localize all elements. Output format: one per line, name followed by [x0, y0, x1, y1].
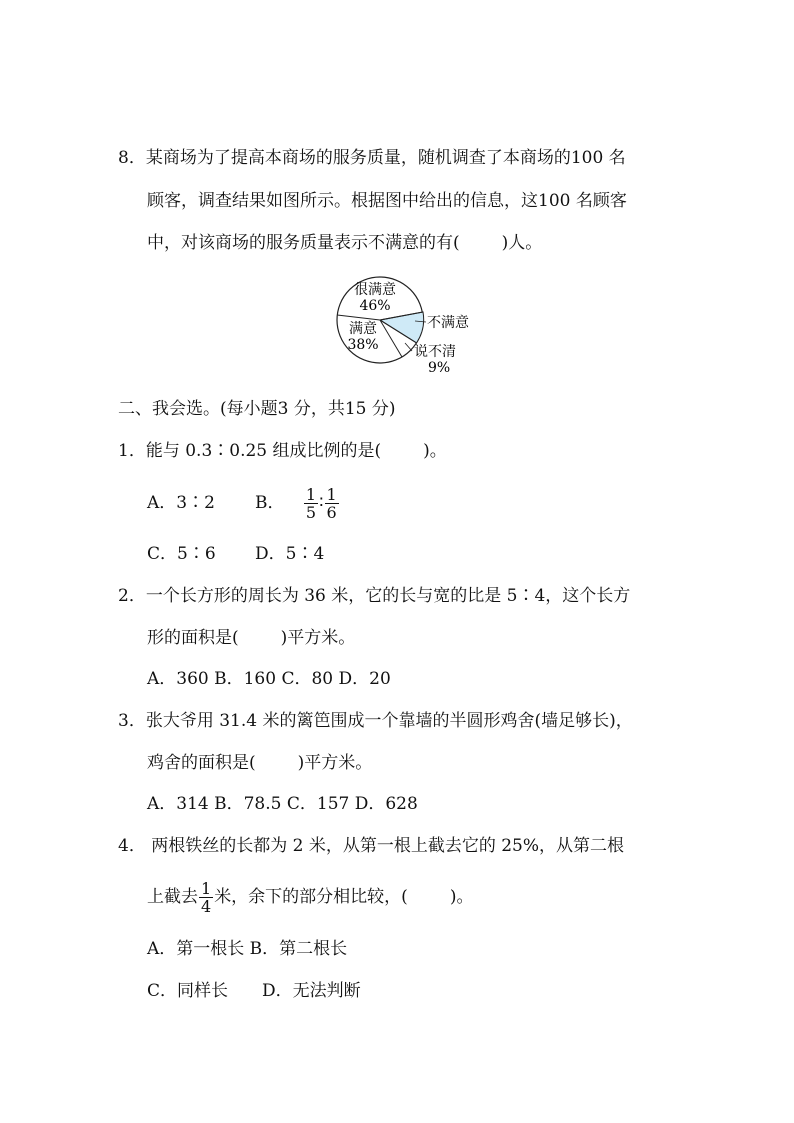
label-unsatisfied: 不满意 — [427, 315, 469, 331]
q4-options-ab[interactable]: A．第一根长 B．第二根长 — [147, 939, 348, 959]
q8-line3-end: )人。 — [501, 233, 543, 253]
q1-option-c[interactable]: C．5∶6 — [147, 544, 216, 564]
pct-unclear: 9% — [428, 360, 451, 375]
q1-option-b[interactable] — [255, 479, 340, 527]
fraction-denominator: 6 — [326, 503, 337, 522]
q8-line3 — [147, 232, 542, 254]
fraction-denominator: 5 — [305, 503, 317, 522]
label-satisfied: 满意 — [349, 321, 377, 337]
section2-heading: 二、我会选。(每小题3 分，共15 分) — [118, 399, 396, 419]
fraction-denominator: 4 — [201, 897, 212, 916]
q4-line1: 4． 两根铁丝的长都为 2 米，从第一根上截去它的 25%，从第二根 — [118, 836, 625, 856]
q3-line2-text: 鸡舍的面积是( — [147, 753, 256, 773]
q4-line2 — [147, 873, 473, 921]
pct-satisfied: 38% — [347, 337, 379, 353]
q8-line2: 顾客，调查结果如图所示。根据图中给出的信息，这100 名顾客 — [147, 191, 627, 211]
label-unclear: 说不清 — [414, 344, 456, 360]
q4-option-c[interactable]: C．同样长 — [147, 981, 229, 1001]
q2-options[interactable]: A．360 B．160 C．80 D．20 — [147, 669, 391, 689]
q4-line2-mid: 米，余下的部分相比较，( — [214, 887, 408, 907]
fraction-one-sixth — [325, 486, 339, 521]
survey-pie-chart — [325, 275, 485, 375]
q2-line2 — [147, 627, 355, 649]
q1-option-a[interactable]: A．3∶2 — [147, 493, 215, 513]
q8-line3-text: 中，对该商场的服务质量表示不满意的有( — [147, 233, 460, 253]
q4-line2-end: )。 — [449, 887, 474, 907]
q4-option-d[interactable]: D．无法判断 — [262, 981, 361, 1001]
fraction-one-quarter — [199, 880, 213, 915]
pct-very-satisfied: 46% — [359, 298, 391, 314]
q2-line2-text: 形的面积是( — [147, 628, 239, 648]
q4-line2-text: 上截去 — [147, 887, 198, 907]
ratio-colon: ∶ — [319, 493, 324, 513]
q2-line1: 2．一个长方形的周长为 36 米，它的长与宽的比是 5∶4，这个长方 — [118, 586, 631, 606]
q2-line2-end: )平方米。 — [280, 628, 356, 648]
fraction-numerator: 1 — [305, 485, 317, 504]
q3-line2 — [147, 752, 372, 774]
q1-stem-end: )。 — [423, 441, 447, 461]
label-very-satisfied: 很满意 — [354, 282, 396, 298]
q1-stem-text: 1．能与 0.3∶0.25 组成比例的是( — [118, 441, 382, 461]
q8-line1: 8．某商场为了提高本商场的服务质量，随机调查了本商场的100 名 — [118, 148, 626, 168]
q3-line2-end: )平方米。 — [297, 753, 373, 773]
q1-stem — [118, 440, 447, 462]
fraction-one-fifth — [304, 486, 318, 521]
q3-options[interactable]: A．314 B．78.5 C．157 D．628 — [147, 794, 418, 814]
fraction-numerator: 1 — [201, 879, 212, 898]
q1-option-d[interactable]: D．5∶4 — [255, 544, 325, 564]
fraction-numerator: 1 — [326, 485, 337, 504]
q1-option-b-prefix: B． — [255, 493, 285, 513]
q3-line1: 3．张大爷用 31.4 米的篱笆围成一个靠墙的半圆形鸡舍(墙足够长)， — [118, 711, 633, 731]
